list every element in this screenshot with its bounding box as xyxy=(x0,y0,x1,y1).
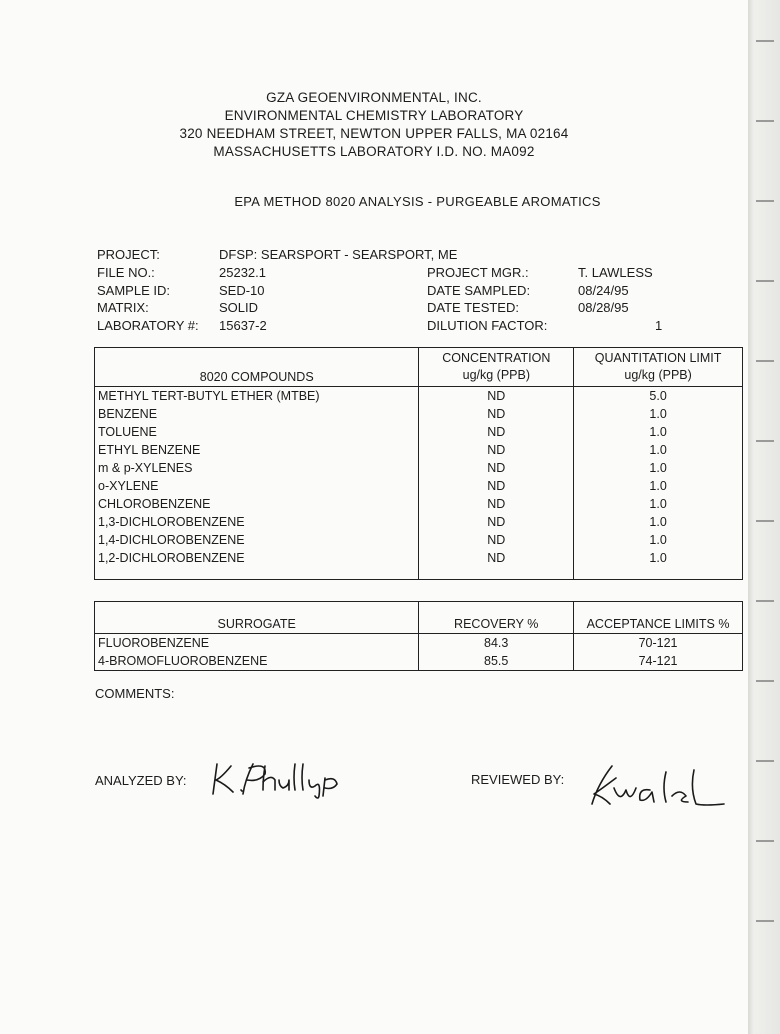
company-name: GZA GEOENVIRONMENTAL, INC. xyxy=(266,90,482,105)
lab-number-value: 15637-2 xyxy=(219,318,267,333)
analyzed-signature xyxy=(205,756,390,801)
compound-name: 1,4-DICHLOROBENZENE xyxy=(95,531,419,549)
binder-tab xyxy=(756,360,774,362)
project-value: DFSP: SEARSPORT - SEARSPORT, ME xyxy=(219,247,458,262)
compound-concentration: ND xyxy=(419,549,574,567)
binder-tab xyxy=(756,600,774,602)
compound-concentration: ND xyxy=(419,531,574,549)
compound-concentration: ND xyxy=(419,495,574,513)
binder-tab xyxy=(756,440,774,442)
compound-row xyxy=(95,513,743,531)
binder-tab xyxy=(756,920,774,922)
comments-label: COMMENTS: xyxy=(95,686,175,701)
compound-name: 1,2-DICHLOROBENZENE xyxy=(95,549,419,567)
compound-row xyxy=(95,477,743,495)
compound-concentration: ND xyxy=(419,405,574,423)
compound-name: o-XYLENE xyxy=(95,477,419,495)
analyzed-by-label: ANALYZED BY: xyxy=(95,773,187,788)
compound-concentration: ND xyxy=(419,513,574,531)
sample-id-label: SAMPLE ID: xyxy=(97,283,170,298)
compound-quant-limit: 1.0 xyxy=(574,495,743,513)
dilution-factor-label: DILUTION FACTOR: xyxy=(427,318,548,333)
compound-row xyxy=(95,405,743,423)
compound-name: TOLUENE xyxy=(95,423,419,441)
compound-quant-limit: 1.0 xyxy=(574,405,743,423)
matrix-value: SOLID xyxy=(219,300,259,315)
binder-tab xyxy=(756,520,774,522)
reviewed-by-label: REVIEWED BY: xyxy=(471,772,565,787)
file-no-value: 25232.1 xyxy=(219,265,266,280)
surrogate-acceptance-limits: 74-121 xyxy=(574,652,743,671)
compound-row xyxy=(95,531,743,549)
compound-name: CHLOROBENZENE xyxy=(95,495,419,513)
compound-name: ETHYL BENZENE xyxy=(95,441,419,459)
compound-quant-limit: 1.0 xyxy=(574,549,743,567)
project-label: PROJECT: xyxy=(97,247,160,262)
compound-row xyxy=(95,495,743,513)
quantitation-header-line1: QUANTITATION LIMIT xyxy=(594,351,722,365)
dilution-factor-value: 1 xyxy=(655,318,663,333)
compound-quant-limit: 1.0 xyxy=(574,441,743,459)
binder-tab xyxy=(756,760,774,762)
surrogate-table xyxy=(94,601,743,671)
compound-quant-limit: 1.0 xyxy=(574,459,743,477)
project-mgr-label: PROJECT MGR.: xyxy=(427,265,529,280)
matrix-label: MATRIX: xyxy=(97,300,149,315)
binder-edge xyxy=(748,0,780,1034)
surrogate-row xyxy=(95,652,743,671)
compound-name: METHYL TERT-BUTYL ETHER (MTBE) xyxy=(95,387,419,406)
binder-tab xyxy=(756,280,774,282)
lab-number-label: LABORATORY #: xyxy=(97,318,199,333)
compound-concentration: ND xyxy=(419,387,574,406)
compound-row xyxy=(95,459,743,477)
compound-concentration: ND xyxy=(419,423,574,441)
compounds-col-header: 8020 COMPOUNDS xyxy=(95,348,419,387)
concentration-col-header xyxy=(419,348,574,387)
lab-name: ENVIRONMENTAL CHEMISTRY LABORATORY xyxy=(224,108,524,123)
surrogate-recovery: 84.3 xyxy=(419,634,574,653)
binder-tab xyxy=(756,120,774,122)
compound-row xyxy=(95,441,743,459)
date-sampled-label: DATE SAMPLED: xyxy=(427,283,531,298)
date-sampled-value: 08/24/95 xyxy=(578,283,629,298)
compound-row xyxy=(95,387,743,406)
compound-concentration: ND xyxy=(419,441,574,459)
compound-quant-limit: 5.0 xyxy=(574,387,743,406)
surrogate-header-row xyxy=(95,602,743,634)
compound-quant-limit: 1.0 xyxy=(574,531,743,549)
lab-id: MASSACHUSETTS LABORATORY I.D. NO. MA092 xyxy=(213,144,535,159)
compound-quant-limit: 1.0 xyxy=(574,477,743,495)
binder-tab xyxy=(756,680,774,682)
lab-address: 320 NEEDHAM STREET, NEWTON UPPER FALLS, MA 02164 xyxy=(179,126,569,141)
compound-name: m & p-XYLENES xyxy=(95,459,419,477)
quantitation-col-header xyxy=(574,348,743,387)
compound-concentration: ND xyxy=(419,459,574,477)
quantitation-header-line2: ug/kg (PPB) xyxy=(624,368,692,382)
concentration-header-line2: ug/kg (PPB) xyxy=(462,368,531,382)
surrogate-acceptance-limits: 70-121 xyxy=(574,634,743,653)
surrogate-name: FLUOROBENZENE xyxy=(95,634,419,653)
compounds-table xyxy=(94,347,743,580)
surrogate-col-header: SURROGATE xyxy=(95,602,419,634)
compound-row xyxy=(95,423,743,441)
report-title: EPA METHOD 8020 ANALYSIS - PURGEABLE AROMATICS xyxy=(234,194,601,209)
compound-quant-limit: 1.0 xyxy=(574,423,743,441)
sample-id-value: SED-10 xyxy=(219,283,265,298)
compound-concentration: ND xyxy=(419,477,574,495)
compound-quant-limit: 1.0 xyxy=(574,513,743,531)
binder-tab xyxy=(756,40,774,42)
compound-name: 1,3-DICHLOROBENZENE xyxy=(95,513,419,531)
compound-row xyxy=(95,549,743,567)
file-no-label: FILE NO.: xyxy=(97,265,155,280)
compounds-header-row xyxy=(95,348,743,387)
compound-name: BENZENE xyxy=(95,405,419,423)
compounds-table-spacer xyxy=(95,567,743,580)
surrogate-row xyxy=(95,634,743,653)
date-tested-value: 08/28/95 xyxy=(578,300,629,315)
surrogate-name: 4-BROMOFLUOROBENZENE xyxy=(95,652,419,671)
surrogate-recovery: 85.5 xyxy=(419,652,574,671)
acceptance-col-header: ACCEPTANCE LIMITS % xyxy=(574,602,743,634)
date-tested-label: DATE TESTED: xyxy=(427,300,519,315)
project-mgr-value: T. LAWLESS xyxy=(578,265,653,280)
reviewed-signature xyxy=(576,760,732,816)
binder-tab xyxy=(756,840,774,842)
recovery-col-header: RECOVERY % xyxy=(419,602,574,634)
binder-tab xyxy=(756,200,774,202)
concentration-header-line1: CONCENTRATION xyxy=(442,351,551,365)
